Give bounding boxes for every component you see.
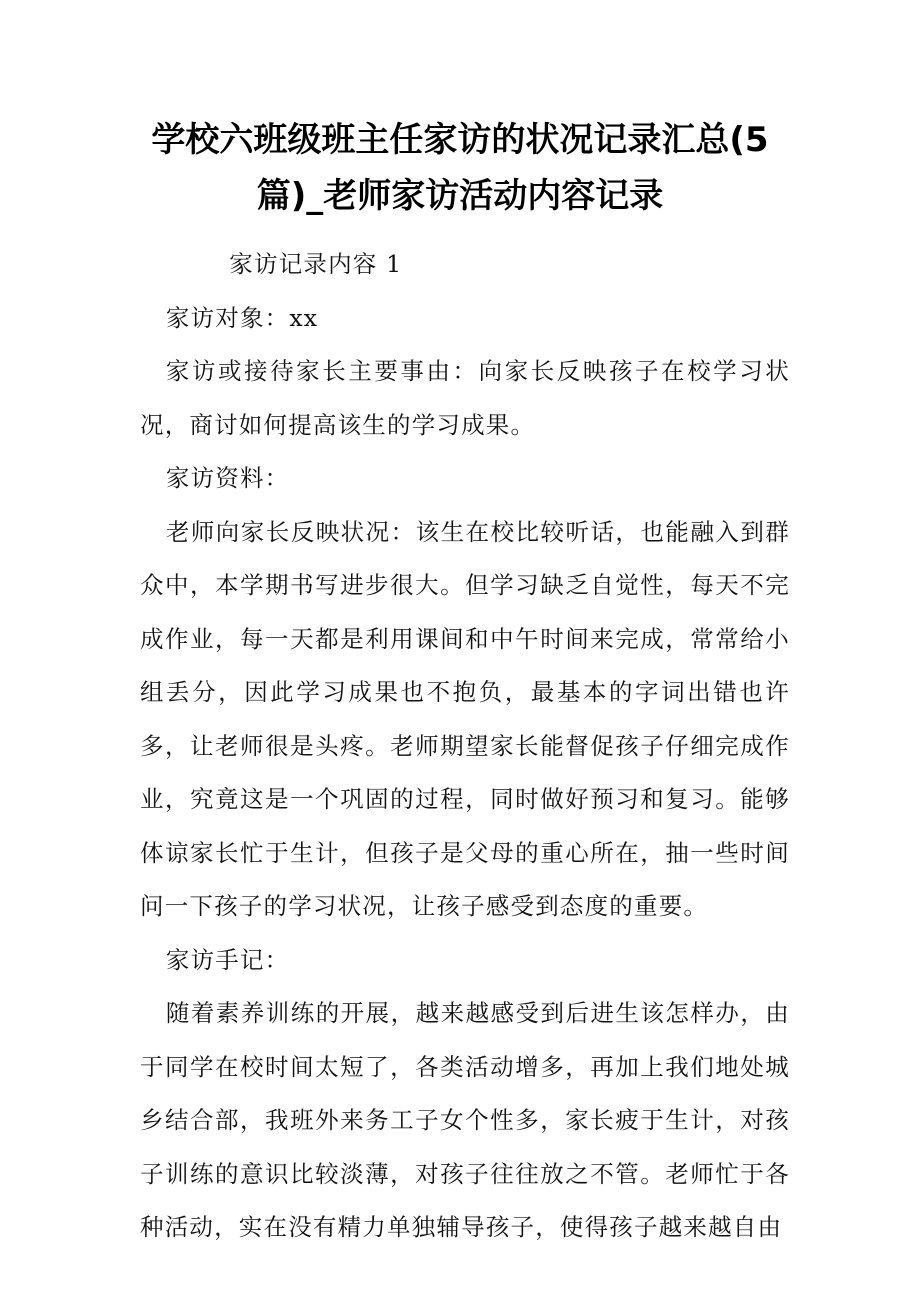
title-line-1: 学校六班级班主任家访的状况记录汇总(5 xyxy=(151,120,769,160)
paragraph-visit-target: 家访对象：xx xyxy=(165,303,319,332)
paragraph-visit-reason: 家访或接待家长主要事由：向家长反映孩子在校学习状况，商讨如何提高该生的学习成果。 xyxy=(140,357,790,439)
paragraph-teacher-report: 老师向家长反映状况：该生在校比较听话，也能融入到群众中，本学期书写进步很大。但学习缺乏自觉性，每天不完成作业，每一天都是利用课间和中午时间来完成，常常给小组丢分，因此学习成果也不抱负，最基本的字词出错也许多，让老师很是头疼。老师期望家长能督促孩子仔细完成作业，究竟这是一个巩固的过程，同时做好预习和复习。能够体谅家长忙于生计，但孩子是父母的重心所在，抽一些时间问一下孩子的学习状况，让孩子感受到态度的重要。 xyxy=(140,517,790,920)
document-body xyxy=(140,238,790,1255)
paragraph-notes-label: 家访手记： xyxy=(165,945,290,974)
section-heading: 家访记录内容 1 xyxy=(229,250,403,278)
paragraph-notes-body: 随着素养训练的开展，越来越感受到后进生该怎样办，由于同学在校时间太短了，各类活动增多，再加上我们地处城乡结合部，我班外来务工子女个性多，家长疲于生计，对孩子训练的意识比较淡薄，对孩子往往放之不管。老师忙于各种活动，实在没有精力单独辅导孩子，使得孩子越来越自由 xyxy=(140,999,790,1241)
title-line-2: 篇)_老师家访活动内容记录 xyxy=(256,176,664,216)
document-title xyxy=(140,112,780,224)
paragraph-materials-label: 家访资料： xyxy=(165,464,290,492)
